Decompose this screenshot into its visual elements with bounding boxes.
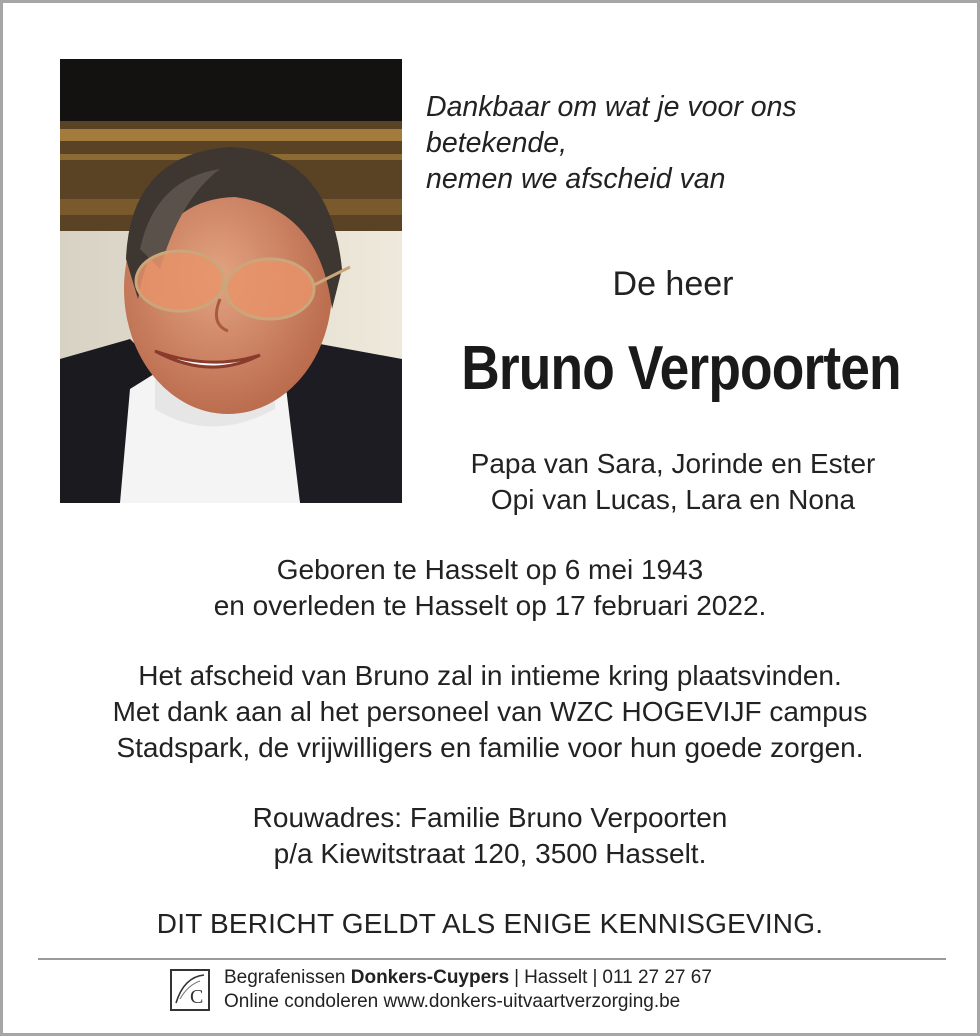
farewell-line-2: Met dank aan al het personeel van WZC HOGEVIJF campus: [112, 696, 868, 727]
address-line-1: Rouwadres: Familie Bruno Verpoorten: [252, 802, 728, 833]
death-line: en overleden te Hasselt op 17 februari 2022.: [213, 590, 767, 621]
intro-line-3: nemen we afscheid van: [426, 163, 726, 195]
portrait-photo: [60, 59, 402, 503]
farewell-text: [3, 658, 977, 766]
funeral-home-logo-icon: [170, 969, 210, 1011]
footer-prefix: Begrafenissen: [224, 967, 346, 988]
logo-letter: C: [190, 986, 204, 1008]
notice-text: [3, 906, 977, 942]
farewell-line-1: Het afscheid van Bruno zal in intieme kring plaatsvinden.: [138, 660, 842, 691]
footer-line-2: Online condoleren www.donkers-uitvaartverzorging.be: [224, 991, 681, 1012]
honorific-title: De heer: [612, 265, 734, 303]
footer-city: Hasselt: [524, 967, 588, 988]
intro-line-2: betekende,: [426, 127, 568, 159]
birth-death-text: [3, 552, 977, 624]
notice-line: DIT BERICHT GELDT ALS ENIGE KENNISGEVING.: [156, 908, 824, 939]
deceased-name: Bruno Verpoorten: [461, 334, 901, 403]
address-text: [3, 800, 977, 872]
farewell-line-3: Stadspark, de vrijwilligers en familie voor hun goede zorgen.: [116, 732, 864, 763]
footer-text: [224, 966, 712, 1014]
footer-line-1: [224, 966, 712, 990]
address-line-2: p/a Kiewitstraat 120, 3500 Hasselt.: [273, 838, 707, 869]
family-line-1: Papa van Sara, Jorinde en Ester: [470, 448, 876, 479]
footer-phone: 011 27 27 67: [602, 967, 712, 988]
family-text: [423, 446, 923, 518]
funeral-home-footer: [170, 965, 712, 1015]
footer-separator-2: |: [592, 967, 598, 988]
intro-line-1: Dankbaar om wat je voor ons: [426, 91, 797, 123]
footer-company: Donkers-Cuypers: [350, 967, 510, 988]
intro-text: [426, 89, 797, 197]
footer-divider: [38, 958, 946, 960]
family-line-2: Opi van Lucas, Lara en Nona: [490, 484, 856, 515]
footer-separator-1: |: [514, 967, 520, 988]
birth-line: Geboren te Hasselt op 6 mei 1943: [276, 554, 704, 585]
